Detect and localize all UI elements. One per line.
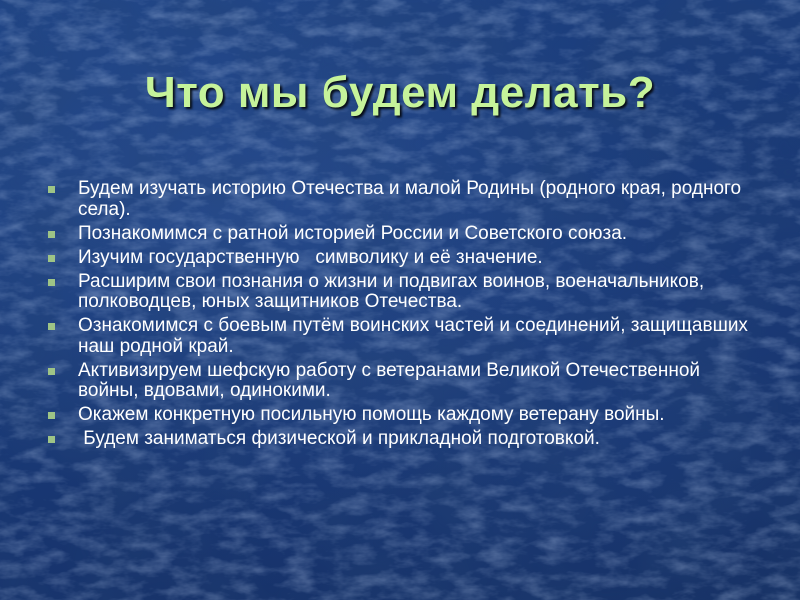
list-item [48,272,748,313]
list-item [48,405,748,426]
list-item-text: Активизируем шефскую работу с ветеранами Великой Отечественной войны, вдовами, одинокими. [78,359,706,401]
list-item-text: Будем изучать историю Отечества и малой Родины (родного края, родного села). [78,178,747,220]
list-item-text: Окажем конкретную посильную помощь каждому ветерану войны. [78,404,665,425]
list-item [48,224,748,245]
list-item-text: Ознакомимся с боевым путём воинских частей и соединений, защищавших наш родной край. [78,315,754,357]
slide-title: Что мы будем делать? [144,68,656,117]
list-item [48,315,754,357]
square-bullet-icon [48,436,55,443]
bullet-list [48,178,754,453]
square-bullet-icon [48,231,55,238]
square-bullet-icon [48,412,55,419]
list-item-text: Будем заниматься физической и прикладной подготовкой. [78,428,600,449]
square-bullet-icon [48,323,55,330]
square-bullet-icon [48,368,55,375]
list-item-text: Расширим свои познания о жизни и подвигах воинов, военачальников, полководцев, юных защитников Отечества. [78,270,710,312]
square-bullet-icon [48,255,55,262]
square-bullet-icon [48,279,55,286]
list-item-text: Изучим государственную символику и её значение. [78,246,543,268]
square-bullet-icon [48,186,55,193]
list-item [48,248,748,269]
list-item-text: Познакомимся с ратной историей России и Советского союза. [78,222,628,244]
list-item [48,429,748,450]
list-item [48,361,748,402]
list-item [48,179,748,220]
